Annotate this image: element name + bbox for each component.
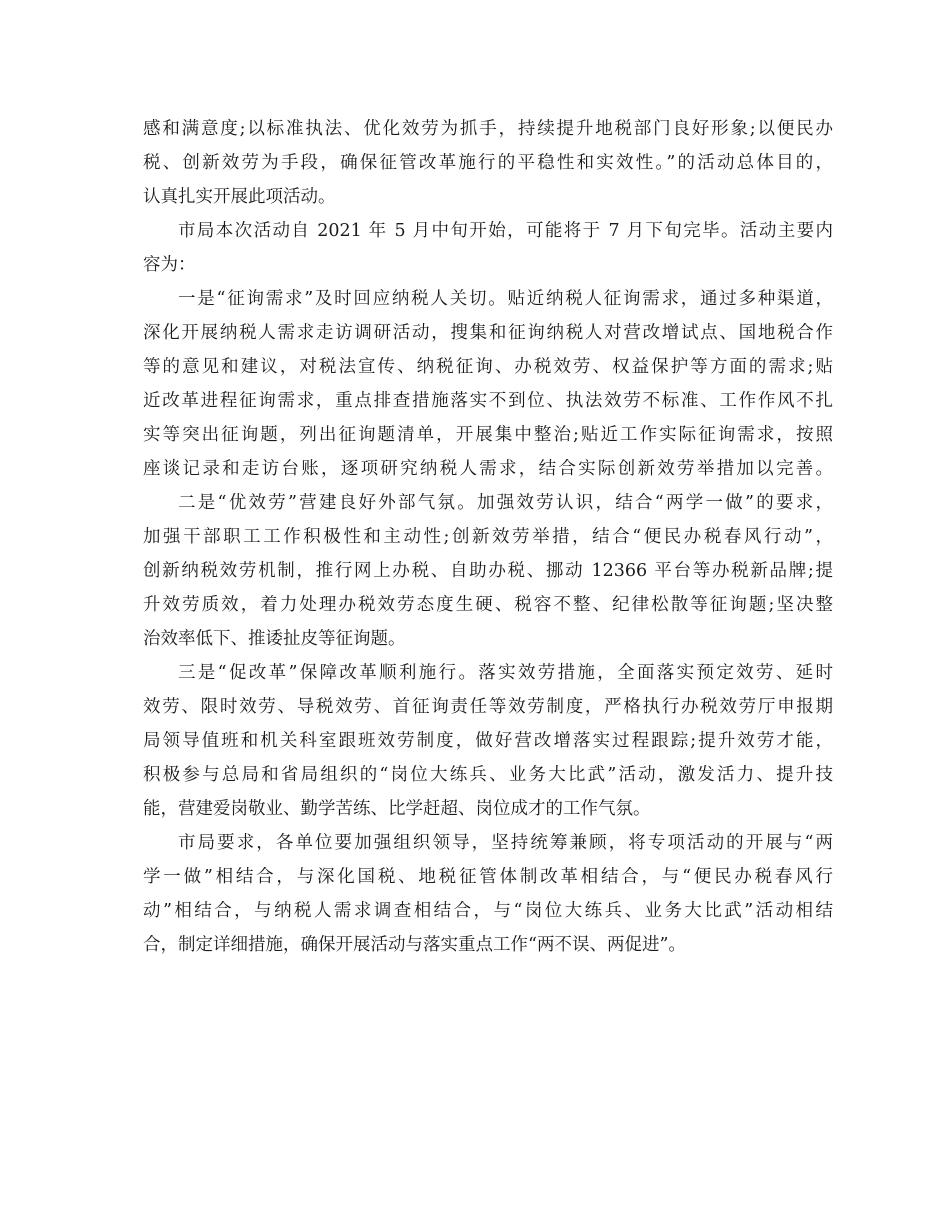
text-line: 创新纳税效劳机制，推行网上办税、自助办税、挪动 12366 平台等办税新品牌;提 xyxy=(143,561,833,581)
text-line: 实等突出征询题，列出征询题清单，开展集中整治;贴近工作实际征询需求，按照 xyxy=(143,425,833,445)
text-line: 容为： xyxy=(143,255,196,275)
text-line: 认真扎实开展此项活动。 xyxy=(143,187,336,207)
text-line: 税、创新效劳为手段，确保征管改革施行的平稳性和实效性。”的活动总体目的， xyxy=(143,153,833,173)
text-line: 市局本次活动自 2021 年 5 月中旬开始，可能将于 7 月下旬完毕。活动主要内 xyxy=(178,221,833,241)
text-line: 感和满意度;以标准执法、优化效劳为抓手，持续提升地税部门良好形象;以便民办 xyxy=(143,119,833,139)
text-line: 学一做”相结合，与深化国税、地税征管体制改革相结合，与“便民办税春风行 xyxy=(143,867,833,887)
text-line: 市局要求，各单位要加强组织领导，坚持统筹兼顾，将专项活动的开展与“两 xyxy=(178,833,833,853)
text-line: 效劳、限时效劳、导税效劳、首征询责任等效劳制度，严格执行办税效劳厅申报期 xyxy=(143,697,833,717)
text-line: 动”相结合，与纳税人需求调查相结合，与“岗位大练兵、业务大比武”活动相结 xyxy=(143,901,833,921)
text-line: 等的意见和建议，对税法宣传、纳税征询、办税效劳、权益保护等方面的需求;贴 xyxy=(143,357,833,377)
text-line: 合，制定详细措施，确保开展活动与落实重点工作“两不误、两促进”。 xyxy=(143,935,686,955)
text-line: 二是“优效劳”营建良好外部气氛。加强效劳认识，结合“两学一做”的要求， xyxy=(178,493,833,513)
text-line: 能，营建爱岗敬业、勤学苦练、比学赶超、岗位成才的工作气氛。 xyxy=(143,799,651,819)
text-line: 深化开展纳税人需求走访调研活动，搜集和征询纳税人对营改增试点、国地税合作 xyxy=(143,323,833,343)
text-line: 升效劳质效，着力处理办税效劳态度生硬、税容不整、纪律松散等征询题;坚决整 xyxy=(143,595,833,615)
text-line: 一是“征询需求”及时回应纳税人关切。贴近纳税人征询需求，通过多种渠道， xyxy=(178,289,833,309)
text-line: 加强干部职工工作积极性和主动性;创新效劳举措，结合“便民办税春风行动”， xyxy=(143,527,833,547)
text-line: 治效率低下、推诿扯皮等征询题。 xyxy=(143,629,406,649)
text-line: 积极参与总局和省局组织的“岗位大练兵、业务大比武”活动，激发活力、提升技 xyxy=(143,765,833,785)
text-line: 三是“促改革”保障改革顺利施行。落实效劳措施，全面落实预定效劳、延时 xyxy=(178,663,833,683)
text-line: 局领导值班和机关科室跟班效劳制度，做好营改增落实过程跟踪;提升效劳才能， xyxy=(143,731,833,751)
document-body xyxy=(143,112,833,962)
text-line: 座谈记录和走访台账，逐项研究纳税人需求，结合实际创新效劳举措加以完善。 xyxy=(143,459,833,479)
text-line: 近改革进程征询需求，重点排查措施落实不到位、执法效劳不标准、工作作风不扎 xyxy=(143,391,833,411)
